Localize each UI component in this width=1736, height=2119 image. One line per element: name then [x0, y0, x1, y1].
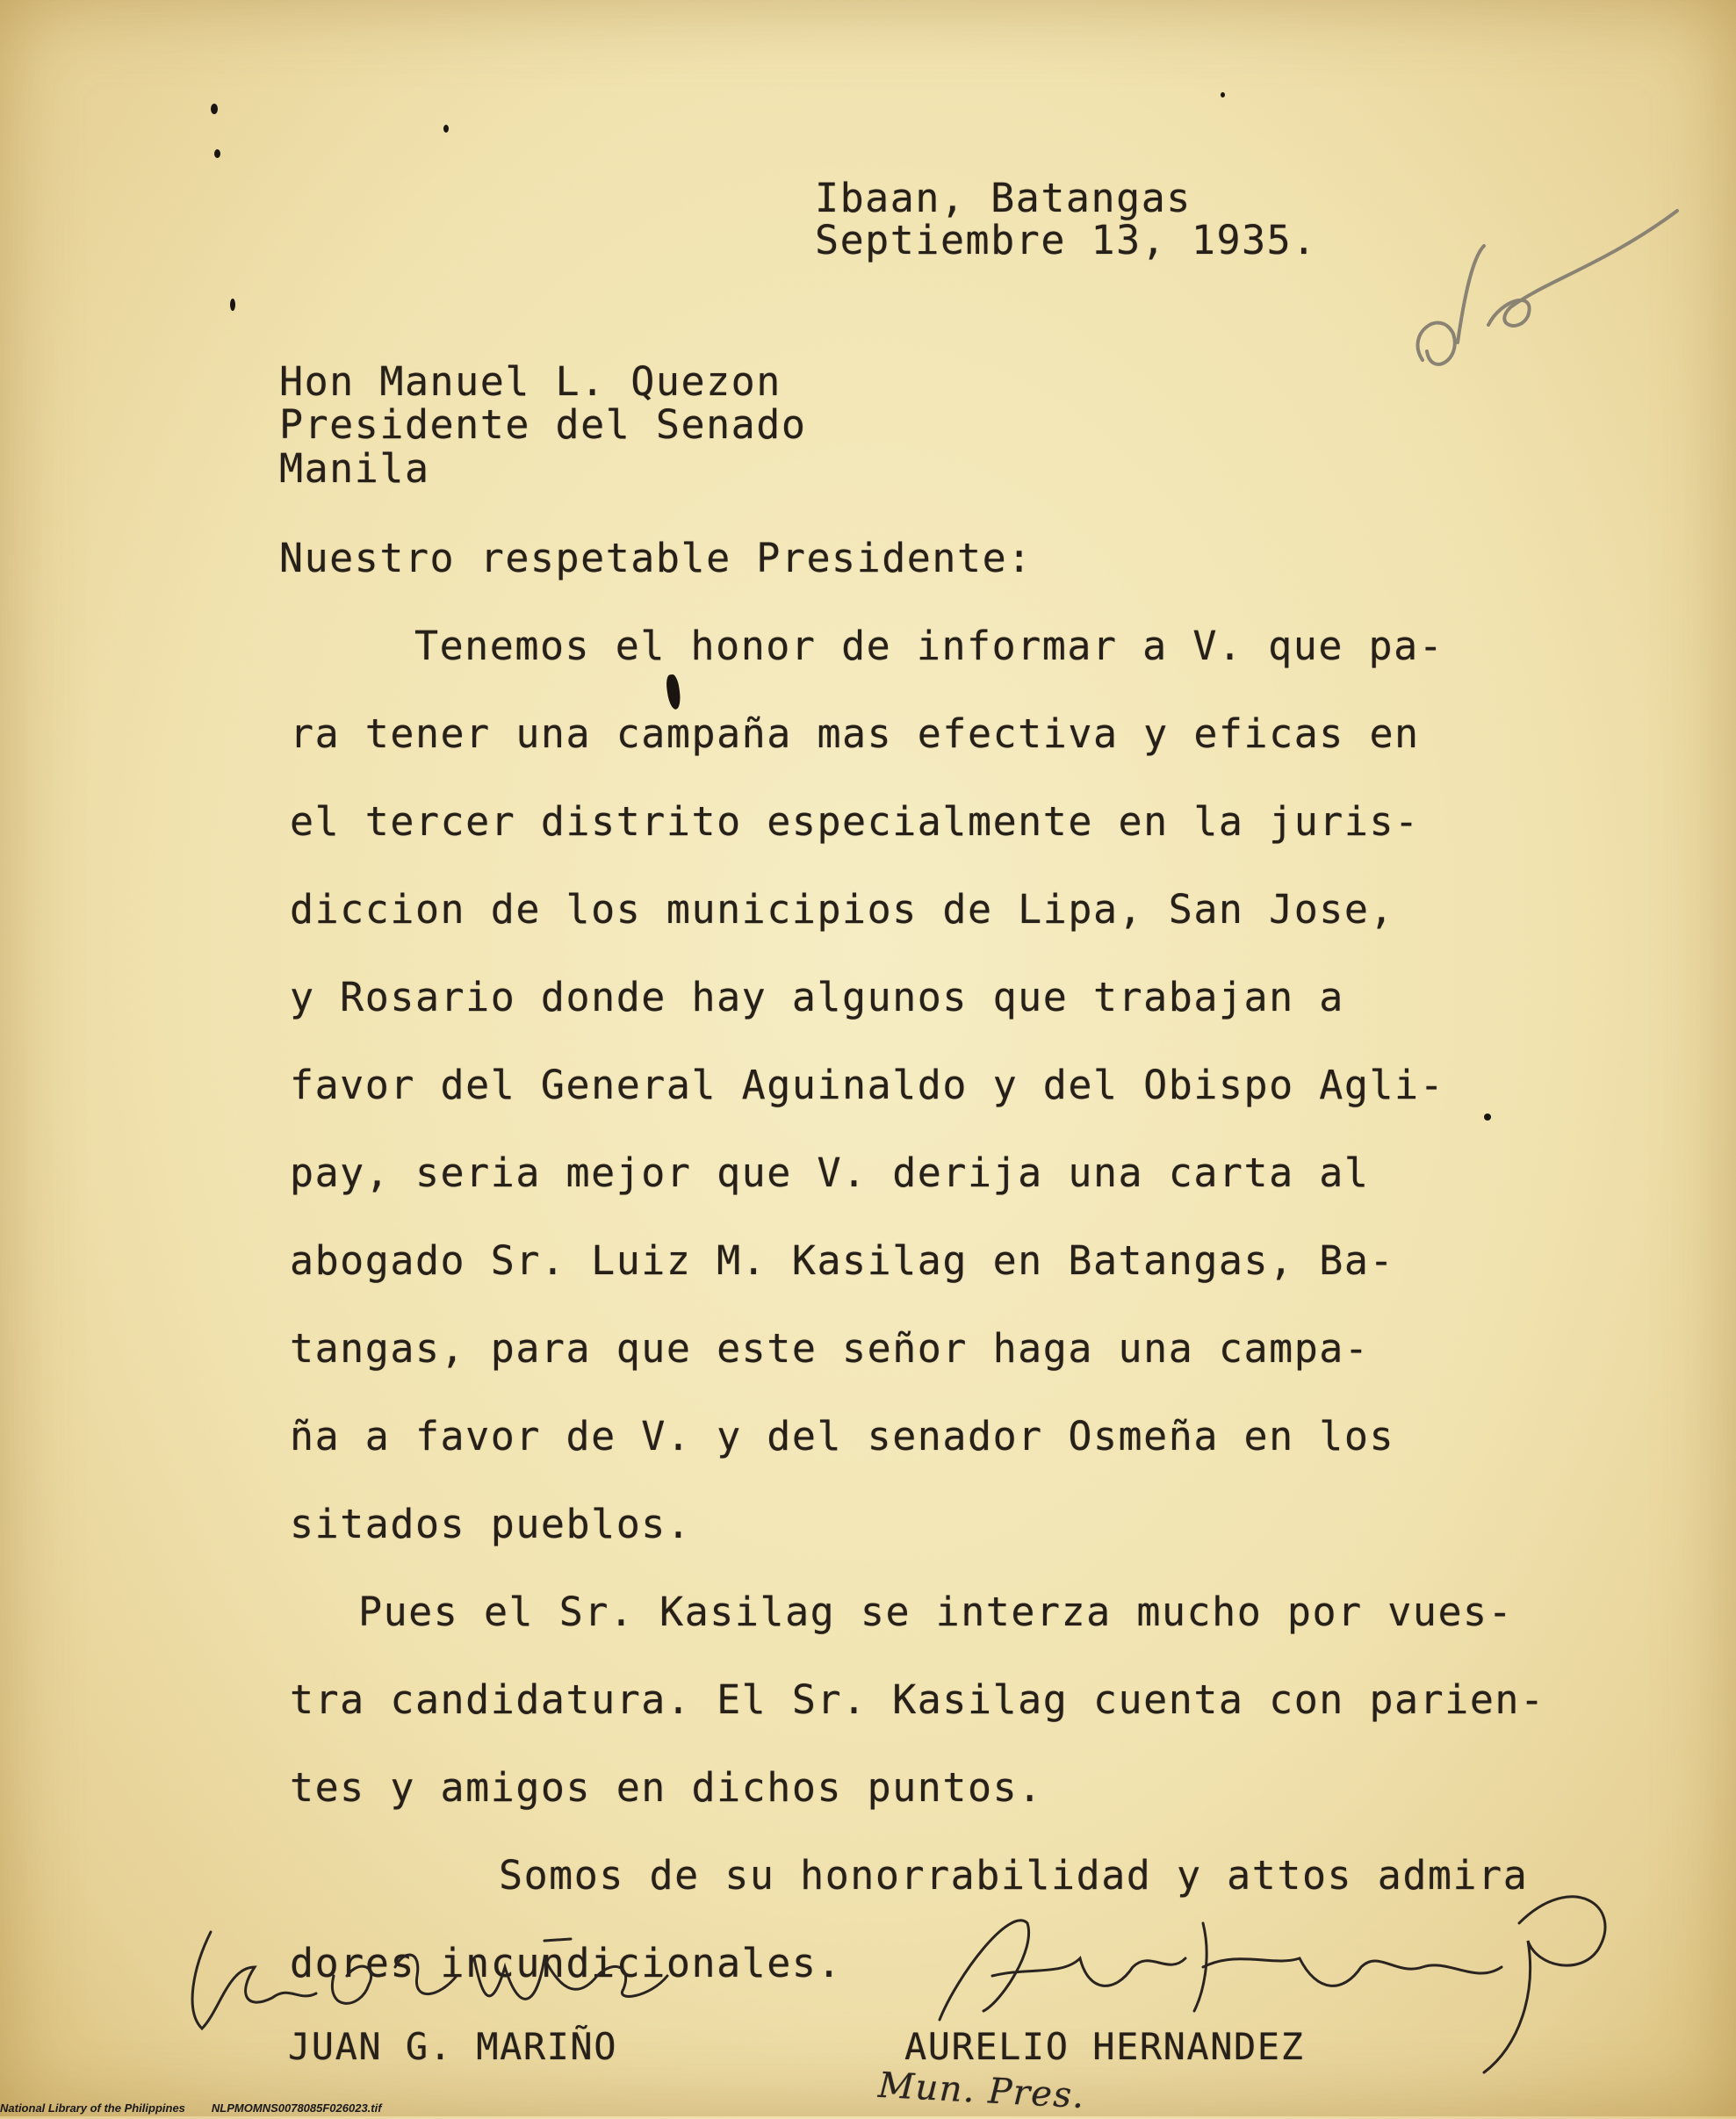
- ink-spot: [211, 104, 218, 114]
- ink-spot: [665, 674, 681, 710]
- body-line: tes y amigos en dichos puntos.: [290, 1764, 1043, 1811]
- body-line: Tenemos el honor de informar a V. que pa-: [414, 623, 1444, 669]
- recipient-city: Manila: [279, 445, 430, 492]
- body-line: Pues el Sr. Kasilag se interza mucho por vues-: [358, 1589, 1514, 1635]
- body-line: Somos de su honorrabilidad y attos admira: [499, 1852, 1529, 1899]
- salutation: Nuestro respetable Presidente:: [279, 535, 1033, 581]
- signatory-2-handwritten-title: Mun. Pres.: [876, 2065, 1086, 2117]
- body-line: el tercer distrito especialmente en la juris-: [290, 798, 1420, 845]
- letter-date: Septiembre 13, 1935.: [815, 217, 1317, 263]
- recipient-title: Presidente del Senado: [279, 401, 807, 448]
- archive-file: NLPMOMNS0078085F026023.tif: [211, 2101, 382, 2115]
- signatory-1-name: JUAN G. MARIÑO: [288, 2025, 618, 2068]
- body-line: ra tener una campaña mas efectiva y eficas en: [290, 710, 1420, 757]
- body-line: ña a favor de V. y del senador Osmeña en los: [290, 1413, 1395, 1460]
- body-line: abogado Sr. Luiz M. Kasilag en Batangas, Ba-: [290, 1237, 1395, 1284]
- body-line: tra candidatura. El Sr. Kasilag cuenta con parien-: [290, 1676, 1545, 1723]
- body-line: pay, seria mejor que V. derija una carta al: [290, 1150, 1370, 1196]
- ink-spot: [443, 125, 449, 133]
- body-line: tangas, para que este señor haga una campa-: [290, 1325, 1370, 1372]
- body-line: dores incundicionales.: [290, 1940, 843, 1986]
- recipient-name: Hon Manuel L. Quezon: [279, 358, 782, 405]
- body-line: y Rosario donde hay algunos que trabajan a: [290, 974, 1344, 1020]
- ink-spot: [214, 149, 220, 158]
- ink-spot: [1221, 92, 1225, 97]
- archive-source: National Library of the Philippines: [0, 2101, 185, 2115]
- ink-spot: [1484, 1114, 1491, 1121]
- ink-spot: [230, 299, 235, 311]
- body-line: favor del General Aguinaldo y del Obispo Agli-: [290, 1062, 1445, 1108]
- date-place: Ibaan, Batangas: [815, 175, 1192, 221]
- signatory-2-name: AURELIO HERNANDEZ: [904, 2025, 1305, 2068]
- body-line: diccion de los municipios de Lipa, San Jose,: [290, 886, 1395, 933]
- archive-footer: [0, 2101, 408, 2115]
- body-line: sitados pueblos.: [290, 1501, 692, 1547]
- pencil-annotation: [1405, 193, 1695, 395]
